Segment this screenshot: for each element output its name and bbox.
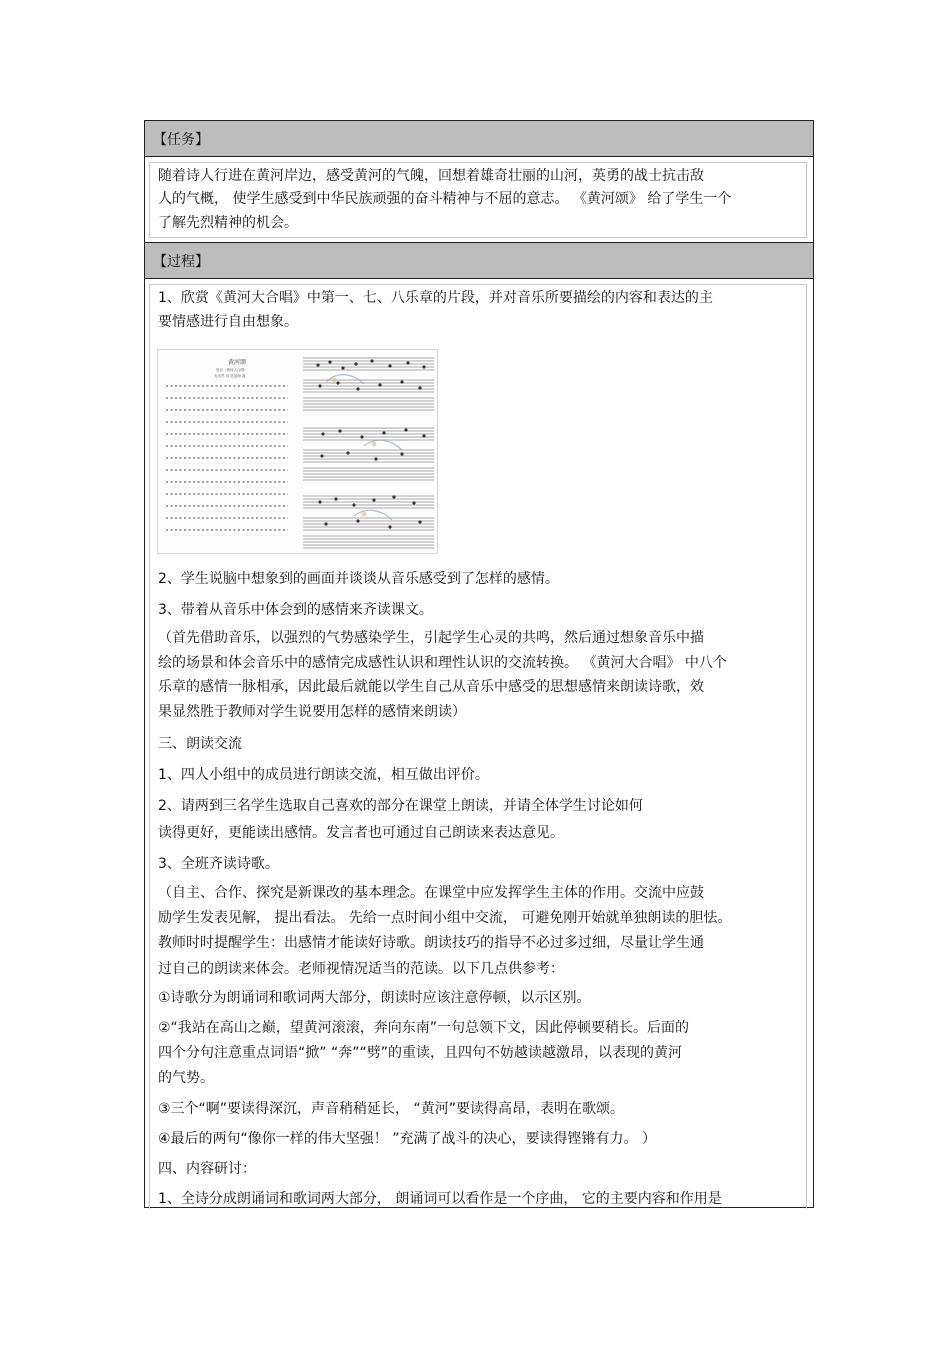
- process-line: 2、请两到三名学生选取自己喜欢的部分在课堂上朗读，并请全体学生讨论如何: [158, 798, 643, 814]
- task-header-label: 【任务】: [153, 132, 209, 148]
- music-score-image: [157, 349, 438, 554]
- task-line: 了解先烈精神的机会。: [158, 215, 298, 231]
- process-line: 果显然胜于教师对学生说要用怎样的感情来朗读）: [158, 704, 466, 720]
- process-line: 乐章的感情一脉相承，因此最后就能以学生自己从音乐中感受的思想感情来朗读诗歌，效: [158, 679, 704, 695]
- process-header: [145, 242, 813, 279]
- process-line: 过自己的朗读来体会。老师视情况适当的范读。以下几点供参考：: [158, 961, 564, 977]
- process-cell: [149, 284, 807, 1209]
- process-line: 读得更好，更能读出感情。发言者也可通过自己朗读来表达意见。: [158, 825, 564, 841]
- task-cell: [149, 162, 807, 238]
- score-graphic: [158, 350, 437, 553]
- process-line: 绘的场景和体会音乐中的感情完成感性认识和理性认识的交流转换。 《黄河大合唱》 中八个: [158, 655, 727, 671]
- lesson-table: [144, 120, 814, 1208]
- task-line: 随着诗人行进在黄河岸边，感受黄河的气魄，回想着雄奇壮丽的山河，英勇的战士抗击敌: [158, 168, 704, 184]
- process-line: 励学生发表见解， 提出看法。 先给一点时间小组中交流， 可避免刚开始就单独朗读的胆怯。: [158, 910, 732, 926]
- process-line: 的气势。: [158, 1070, 214, 1086]
- process-line: ③三个“啊”要读得深沉，声音稍稍延长， “黄河”要读得高昂，表明在歌颂。: [158, 1101, 625, 1117]
- process-line: 2、学生说脑中想象到的画面并谈谈从音乐感受到了怎样的感情。: [158, 571, 559, 587]
- process-line: 3、带着从音乐中体会到的感情来齐读课文。: [158, 602, 433, 618]
- process-line: 三、朗读交流: [158, 736, 242, 752]
- process-line: 1、全诗分成朗诵词和歌词两大部分， 朗诵词可以看作是一个序曲， 它的主要内容和作用是: [158, 1191, 722, 1207]
- process-line: 教师时时提醒学生：出感情才能读好诗歌。朗读技巧的指导不必过多过细，尽量让学生通: [158, 935, 704, 951]
- process-header-label: 【过程】: [153, 254, 209, 270]
- process-line: （首先借助音乐，以强烈的气势感染学生，引起学生心灵的共鸣，然后通过想象音乐中描: [158, 630, 704, 646]
- task-header: [145, 121, 813, 157]
- process-line: ④最后的两句“像你一样的伟大坚强！ ”充满了战斗的决心，要读得铿锵有力。 ）: [158, 1131, 656, 1147]
- score-sheet-title: 黄河颂: [228, 359, 247, 366]
- task-line: 人的气概， 使学生感受到中华民族顽强的奋斗精神与不屈的意志。 《黄河颂》 给了学生一个: [158, 191, 732, 207]
- process-line: ①诗歌分为朗诵词和歌词两大部分，朗读时应该注意停顿，以示区别。: [158, 990, 591, 1006]
- process-line: 1、欣赏《黄河大合唱》中第一、七、八乐章的片段，并对音乐所要描绘的内容和表达的主: [158, 290, 713, 306]
- process-line: 1、四人小组中的成员进行朗读交流，相互做出评价。: [158, 767, 489, 783]
- process-line: 四个分句注意重点词语“掀” “奔”“劈”的重读，且四句不妨越读越激昂，以表现的黄河: [158, 1045, 682, 1061]
- score-sheet-subtitle: 选自《黄河大合唱》: [216, 368, 248, 372]
- process-line: 四、内容研讨：: [158, 1161, 256, 1177]
- process-line: 要情感进行自由想象。: [158, 314, 298, 330]
- process-line: （自主、合作、探究是新课改的基本理念。在课堂中应发挥学生主体的作用。交流中应鼓: [158, 885, 704, 901]
- process-line: ②“我站在高山之巅，望黄河滚滚，奔向东南”一句总领下文，因此停顿要稍长。后面的: [158, 1020, 690, 1036]
- score-sheet-credits: 光未然 词 冼星海 曲: [214, 374, 246, 378]
- process-line: 3、全班齐读诗歌。: [158, 856, 279, 872]
